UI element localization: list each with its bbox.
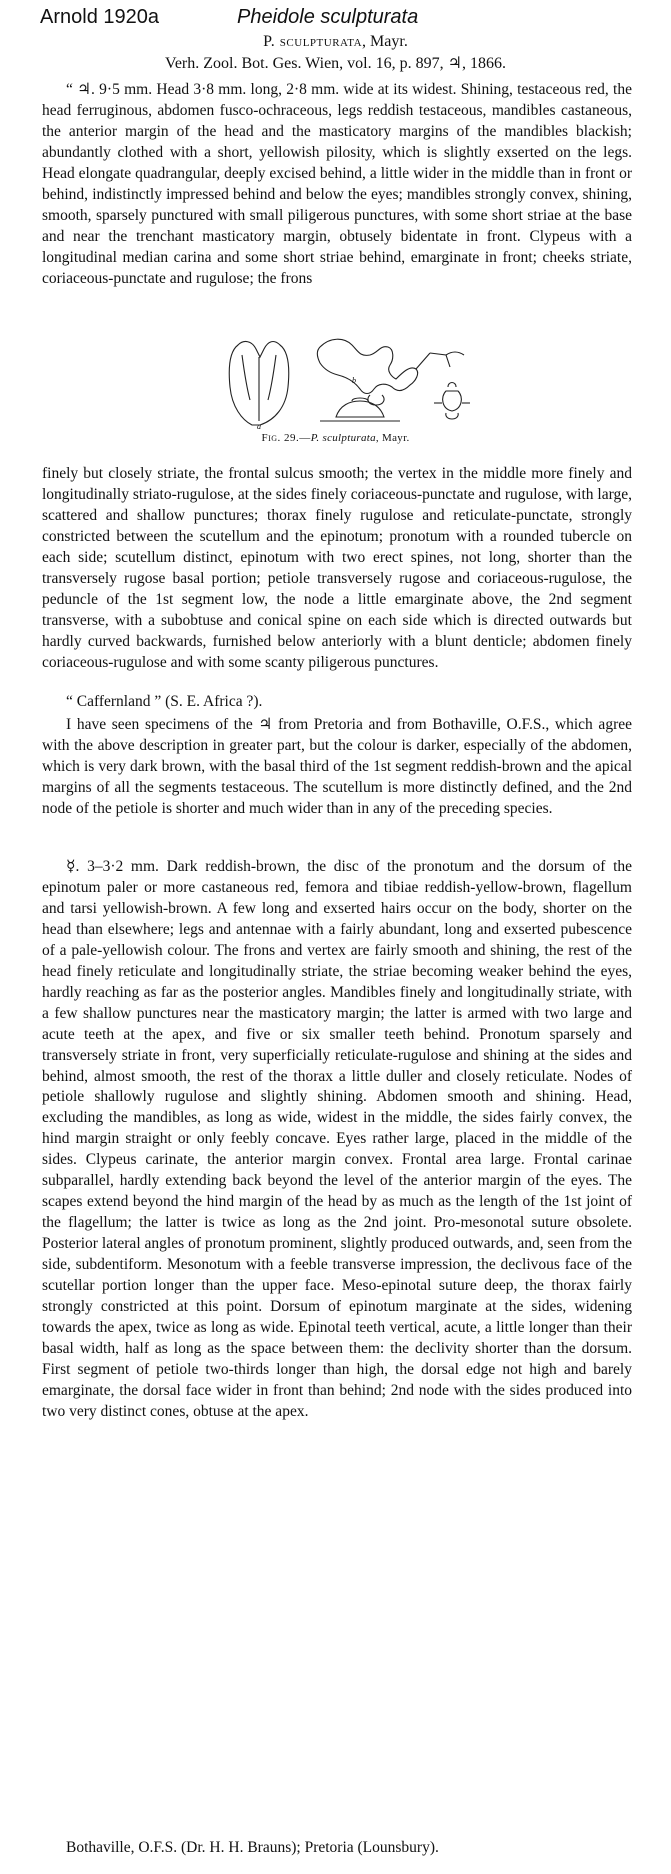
paragraph-text: finely but closely striate, the frontal sulcus smooth; the vertex in the middle more finely and longitudinally striato-rugulose, at the sides finely coriaceous-punctate and rugulose, with large, scattered and shallow punctures; thorax finely rugulose and reticulate-punctate, strongly constricted between the scutellum and the epinotum; pronotum with a rounded tubercle on each side; scutellum distinct, epinotum with two erect spines, not long, shorter than the transversely rugose basal portion; petiole transversely rugose and coriaceous-rugulose, the peduncle of the 1st segment low, the node a little emarginate above, the 2nd segment transverse, with a subobtuse and conical spine on each side which is directed outwards but hardly curved backwards, furnished below anteriorly with a blunt denticle; abdomen finely coriaceous-rugulose and with some scanty piligerous punctures. bbox=[42, 465, 632, 671]
header-species: Pheidole sculpturata bbox=[237, 6, 419, 28]
species-citation: Verh. Zool. Bot. Ges. Wien, vol. 16, p. 897, ♃, 1866. bbox=[165, 55, 506, 72]
paragraph-text: ☿. 3–3·2 mm. Dark reddish-brown, the disc of the pronotum and the dorsum of the epinotum paler or more castaneous red, femora and tibiae reddish-yellow-brown, flagellum and tarsi yellowish-brown. A few long and exserted hairs occur on the body, shorter on the head than elsewhere; legs and antennae with a fairly abundant, long and exserted pubescence of a pale-yellowish colour. The frons and vertex are fairly smooth and shining, the rest of the head finely reticulate and longitudinally striate, the striae becoming weaker behind the eyes, hardly reaching as far as the posterior angles. Mandibles finely and longitudinally striate, with a few shallow punctures near the masticatory margin; the latter is armed with two large and acute teeth at the apex, and five or six smaller teeth behind. Pronotum sparsely and transversely striate in front, very superficially reticulate-rugulose and shining at the sides and behind, almost smooth, the rest of the thorax a little duller and closely reticulate. Nodes of petiole shallowly rugulose and slightly shining. Abdomen smooth and shining. Head, excluding the mandibles, as long as wide, widest in the middle, the sides fairly convex, the hind margin straight or only feebly concave. Eyes rather large, placed in the middle of the sides. Clypeus carinate, the anterior margin convex. Frontal area large. Frontal carinae subparallel, hardly extending back beyond the level of the anterior margin of the eyes. The scapes extend beyond the hind margin of the head by as much as the length of the 1st joint of the flagellum; the latter is twice as long as the 2nd joint. Pro-mesonotal suture obsolete. Posterior lateral angles of pronotum prominent, slightly produced outwards, and, seen from the side, subdentiform. Mesonotum with a feeble transverse impression, the declivous face of the scutellar portion longer than the upper face. Meso-epinotal suture deep, the thorax fairly strongly constricted at this point. Dorsum of epinotum marginate at the sides, widening towards the apex, twice as long as wide. Epinotal teeth vertical, acute, a little longer than their basal width, half as long as the space between them: the declivity shorter than the dorsum. First segment of petiole two-thirds longer than high, the dorsal edge not high and barely emarginate, the dorsal face wider in front than behind; 2nd node with the sides produced into two very distinct cones, obtuse at the apex. bbox=[42, 858, 632, 1420]
species-name: P. sculpturata bbox=[263, 33, 363, 50]
paragraph-text: I have seen specimens of the ♃ from Pretoria and from Bothaville, O.F.S., which agree with the above description in greater part, but the colour is darker, especially of the abdomen, which is very dark brown, with the basal third of the 1st segment reddish-brown and the apical margins of all the segments testaceous. The scutellum is more distinctly defined, and the 2nd node of the petiole is shorter and much wider than in any of the preceding species. bbox=[42, 716, 632, 817]
caption-prefix: Fig. 29.— bbox=[261, 432, 311, 444]
species-title bbox=[0, 33, 671, 51]
author-remarks bbox=[42, 714, 632, 819]
figure-label-a: a bbox=[257, 422, 261, 431]
page-header bbox=[40, 6, 640, 32]
type-locality bbox=[42, 691, 632, 712]
figure-drawing bbox=[220, 325, 490, 435]
caption-species: P. sculpturata bbox=[310, 432, 376, 444]
description-major-part-2 bbox=[42, 463, 632, 673]
figure-caption bbox=[0, 432, 671, 444]
header-reference: Arnold 1920a bbox=[40, 6, 159, 28]
worker-description bbox=[42, 857, 632, 1423]
species-author: , Mayr. bbox=[362, 33, 408, 50]
paragraph-text: “ Caffernland ” (S. E. Africa ?). bbox=[66, 693, 263, 710]
thorax-drawing bbox=[317, 339, 417, 393]
caption-suffix: , Mayr. bbox=[375, 432, 410, 444]
paragraph-text: Bothaville, O.F.S. (Dr. H. H. Brauns); Pretoria (Lounsbury). bbox=[66, 1839, 439, 1856]
figure-label-b: b bbox=[352, 376, 356, 385]
paragraph-text: “ ♃. 9·5 mm. Head 3·8 mm. long, 2·8 mm. wide at its widest. Shining, testaceous red, the head ferruginous, abdomen fusco-ochraceous, legs reddish testaceous, mandibles castaneous, the anterior margin of the head and the masticatory margins of the mandibles blackish; abundantly clothed with a short, yellowish pilosity, which is slightly exserted on the legs. Head elongate quadrangular, deeply excised behind, a little wider in the middle than in front or behind, indistinctly impressed behind and below the eyes; mandibles strongly convex, shining, smooth, sparsely punctured with small piligerous punctures, with some short striae at the base and near the trenchant masticatory margin, obtusely bidentate in front. Clypeus with a longitudinal median carina and some short striae behind, emarginate in front; cheeks striate, coriaceous-punctate and rugulose; the frons bbox=[42, 81, 632, 288]
localities bbox=[42, 1837, 632, 1858]
description-major-part-1 bbox=[42, 79, 632, 289]
